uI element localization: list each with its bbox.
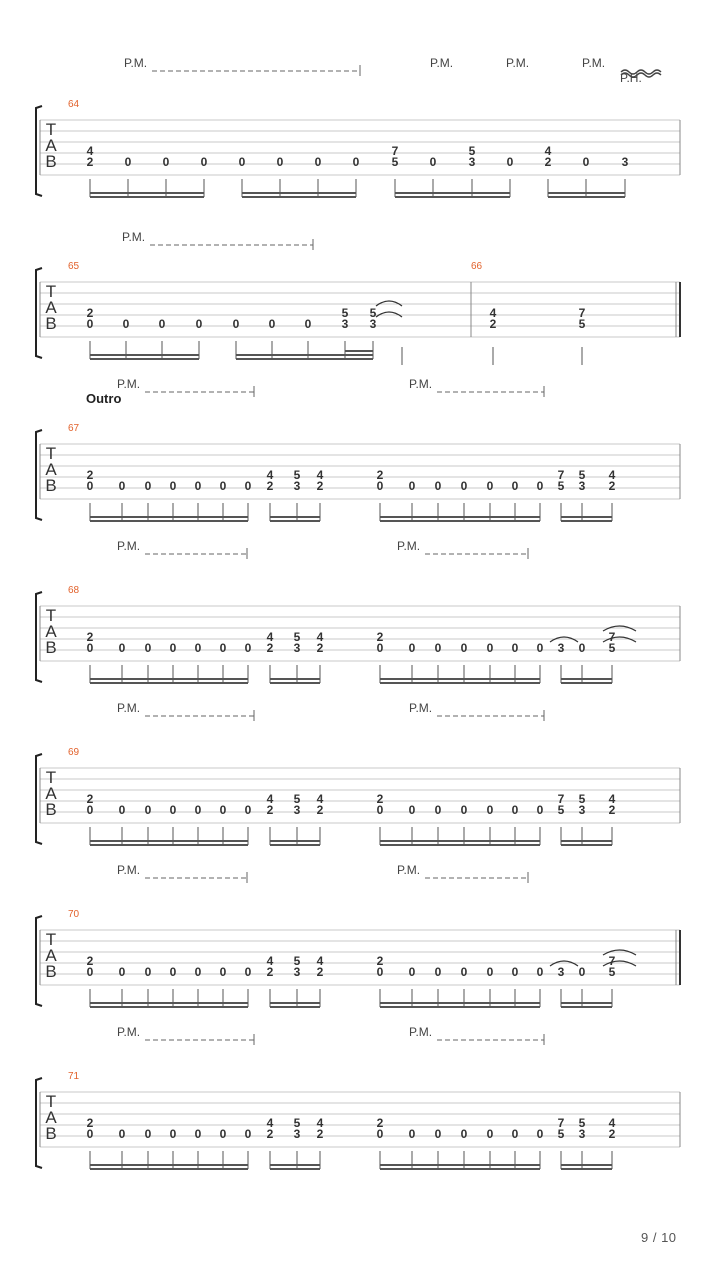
fret-number: 5 bbox=[468, 144, 476, 158]
fret-number: 0 bbox=[118, 965, 126, 979]
fret-number: 0 bbox=[144, 965, 152, 979]
fret-number: 0 bbox=[536, 641, 544, 655]
fret-number: 0 bbox=[434, 479, 442, 493]
fret-number: 5 bbox=[608, 641, 616, 655]
fret-number: 0 bbox=[86, 965, 94, 979]
tab-letter-a: A bbox=[45, 136, 57, 155]
fret-number: 3 bbox=[369, 317, 377, 331]
palm-mute-label: P.M. bbox=[397, 863, 421, 877]
fret-number: 5 bbox=[369, 306, 377, 320]
fret-number: 0 bbox=[195, 317, 203, 331]
fret-number: 2 bbox=[316, 965, 324, 979]
fret-number: 0 bbox=[200, 155, 208, 169]
system-68 bbox=[36, 592, 680, 682]
fret-number: 0 bbox=[486, 479, 494, 493]
fret-number: 4 bbox=[316, 1116, 324, 1130]
tab-letter-a: A bbox=[45, 460, 57, 479]
fret-number: 4 bbox=[266, 792, 274, 806]
palm-mute-label: P.M. bbox=[430, 56, 454, 70]
fret-number: 0 bbox=[162, 155, 170, 169]
fret-number: 2 bbox=[86, 630, 94, 644]
fret-number: 4 bbox=[544, 144, 552, 158]
measure-number: 66 bbox=[471, 261, 483, 272]
fret-number: 0 bbox=[86, 1127, 94, 1141]
fret-number: 0 bbox=[434, 1127, 442, 1141]
palm-mute-label: P.M. bbox=[397, 539, 421, 553]
fret-number: 3 bbox=[293, 1127, 301, 1141]
fret-number: 5 bbox=[578, 1116, 586, 1130]
fret-number: 2 bbox=[266, 641, 274, 655]
fret-number: 5 bbox=[557, 803, 565, 817]
fret-number: 2 bbox=[376, 630, 384, 644]
fret-number: 2 bbox=[316, 803, 324, 817]
fret-number: 0 bbox=[244, 803, 252, 817]
fret-number: 5 bbox=[578, 792, 586, 806]
fret-number: 4 bbox=[608, 1116, 616, 1130]
fret-number: 7 bbox=[557, 1116, 565, 1130]
tab-letter-b: B bbox=[45, 800, 57, 819]
fret-number: 0 bbox=[144, 641, 152, 655]
fret-number: 4 bbox=[316, 954, 324, 968]
fret-number: 2 bbox=[86, 306, 94, 320]
fret-number: 0 bbox=[144, 479, 152, 493]
fret-number: 0 bbox=[219, 803, 227, 817]
measure-number: 69 bbox=[68, 747, 80, 758]
fret-number: 0 bbox=[194, 965, 202, 979]
fret-number: 7 bbox=[578, 306, 586, 320]
fret-number: 0 bbox=[511, 965, 519, 979]
palm-mute-label: P.M. bbox=[582, 56, 606, 70]
fret-number: 7 bbox=[608, 954, 616, 968]
tab-letter-b: B bbox=[45, 638, 57, 657]
fret-number: 0 bbox=[486, 1127, 494, 1141]
tab-letter-a: A bbox=[45, 622, 57, 641]
fret-number: 5 bbox=[341, 306, 349, 320]
system-70 bbox=[36, 916, 680, 1006]
fret-number: 5 bbox=[293, 468, 301, 482]
fret-number: 3 bbox=[293, 641, 301, 655]
tab-letter-b: B bbox=[45, 314, 57, 333]
fret-number: 5 bbox=[391, 155, 399, 169]
fret-number: 4 bbox=[608, 468, 616, 482]
tab-letter-a: A bbox=[45, 1108, 57, 1127]
fret-number: 0 bbox=[536, 1127, 544, 1141]
fret-number: 2 bbox=[608, 1127, 616, 1141]
fret-number: 3 bbox=[293, 803, 301, 817]
fret-number: 0 bbox=[536, 803, 544, 817]
fret-number: 0 bbox=[376, 1127, 384, 1141]
measure-number: 65 bbox=[68, 261, 80, 272]
fret-number: 0 bbox=[194, 641, 202, 655]
fret-number: 2 bbox=[376, 792, 384, 806]
pinch-harmonic-label: P.H. bbox=[620, 71, 642, 85]
fret-number: 0 bbox=[511, 641, 519, 655]
fret-number: 0 bbox=[486, 641, 494, 655]
fret-number: 0 bbox=[408, 803, 416, 817]
fret-number: 2 bbox=[376, 468, 384, 482]
measure-number: 71 bbox=[68, 1071, 80, 1082]
fret-number: 0 bbox=[169, 479, 177, 493]
fret-number: 0 bbox=[169, 1127, 177, 1141]
fret-number: 0 bbox=[434, 965, 442, 979]
fret-number: 0 bbox=[408, 1127, 416, 1141]
fret-number: 0 bbox=[244, 965, 252, 979]
tab-letter-b: B bbox=[45, 152, 57, 171]
palm-mute-label: P.M. bbox=[409, 377, 433, 391]
fret-number: 0 bbox=[304, 317, 312, 331]
fret-number: 0 bbox=[238, 155, 246, 169]
fret-number: 0 bbox=[219, 965, 227, 979]
fret-number: 0 bbox=[314, 155, 322, 169]
fret-number: 0 bbox=[460, 641, 468, 655]
fret-number: 0 bbox=[352, 155, 360, 169]
fret-number: 0 bbox=[118, 1127, 126, 1141]
fret-number: 0 bbox=[486, 965, 494, 979]
fret-number: 5 bbox=[578, 468, 586, 482]
fret-number: 2 bbox=[316, 479, 324, 493]
fret-number: 4 bbox=[608, 792, 616, 806]
fret-number: 4 bbox=[266, 630, 274, 644]
fret-number: 0 bbox=[244, 479, 252, 493]
fret-number: 5 bbox=[293, 1116, 301, 1130]
tab-letter-t: T bbox=[45, 120, 57, 139]
fret-number: 0 bbox=[124, 155, 132, 169]
fret-number: 3 bbox=[578, 1127, 586, 1141]
section-label-outro: Outro bbox=[86, 391, 122, 406]
tab-letter-b: B bbox=[45, 476, 57, 495]
fret-number: 0 bbox=[460, 965, 468, 979]
fret-number: 4 bbox=[316, 468, 324, 482]
fret-number: 0 bbox=[158, 317, 166, 331]
palm-mute-label: P.M. bbox=[409, 1025, 433, 1039]
palm-mute-label: P.M. bbox=[124, 56, 148, 70]
fret-number: 0 bbox=[578, 965, 586, 979]
fret-number: 2 bbox=[608, 803, 616, 817]
fret-number: 2 bbox=[544, 155, 552, 169]
fret-number: 2 bbox=[608, 479, 616, 493]
fret-number: 0 bbox=[244, 641, 252, 655]
measure-number: 68 bbox=[68, 585, 80, 596]
tab-letter-a: A bbox=[45, 784, 57, 803]
fret-number: 0 bbox=[219, 1127, 227, 1141]
page-number: 9 / 10 bbox=[641, 1230, 677, 1245]
fret-number: 0 bbox=[582, 155, 590, 169]
measure-number: 70 bbox=[68, 909, 80, 920]
fret-number: 0 bbox=[408, 479, 416, 493]
fret-number: 0 bbox=[536, 479, 544, 493]
palm-mute-label: P.M. bbox=[117, 539, 141, 553]
fret-number: 0 bbox=[219, 479, 227, 493]
fret-number: 5 bbox=[293, 630, 301, 644]
fret-number: 2 bbox=[489, 317, 497, 331]
fret-number: 0 bbox=[506, 155, 514, 169]
fret-number: 0 bbox=[511, 479, 519, 493]
tab-letter-a: A bbox=[45, 298, 57, 317]
fret-number: 0 bbox=[276, 155, 284, 169]
fret-number: 2 bbox=[316, 641, 324, 655]
fret-number: 4 bbox=[86, 144, 94, 158]
tab-letter-t: T bbox=[45, 768, 57, 787]
fret-number: 0 bbox=[434, 641, 442, 655]
fret-number: 0 bbox=[244, 1127, 252, 1141]
fret-number: 2 bbox=[86, 155, 94, 169]
fret-number: 0 bbox=[86, 479, 94, 493]
fret-number: 2 bbox=[266, 803, 274, 817]
fret-number: 7 bbox=[608, 630, 616, 644]
fret-number: 3 bbox=[621, 155, 629, 169]
palm-mute-label: P.M. bbox=[506, 56, 530, 70]
fret-number: 5 bbox=[557, 1127, 565, 1141]
fret-number: 0 bbox=[86, 317, 94, 331]
fret-number: 5 bbox=[293, 954, 301, 968]
fret-number: 0 bbox=[408, 965, 416, 979]
tab-letter-t: T bbox=[45, 930, 57, 949]
measure-number: 67 bbox=[68, 423, 80, 434]
fret-number: 0 bbox=[376, 479, 384, 493]
fret-number: 0 bbox=[118, 641, 126, 655]
fret-number: 5 bbox=[578, 317, 586, 331]
palm-mute-label: P.M. bbox=[117, 701, 141, 715]
fret-number: 0 bbox=[486, 803, 494, 817]
fret-number: 4 bbox=[266, 954, 274, 968]
fret-number: 0 bbox=[169, 803, 177, 817]
tab-letter-t: T bbox=[45, 444, 57, 463]
fret-number: 2 bbox=[86, 792, 94, 806]
fret-number: 0 bbox=[232, 317, 240, 331]
fret-number: 3 bbox=[578, 479, 586, 493]
fret-number: 0 bbox=[169, 965, 177, 979]
tab-letter-b: B bbox=[45, 1124, 57, 1143]
tab-letter-t: T bbox=[45, 282, 57, 301]
fret-number: 0 bbox=[376, 965, 384, 979]
fret-number: 0 bbox=[511, 1127, 519, 1141]
fret-number: 2 bbox=[266, 479, 274, 493]
fret-number: 5 bbox=[293, 792, 301, 806]
tab-letter-b: B bbox=[45, 962, 57, 981]
fret-number: 0 bbox=[429, 155, 437, 169]
fret-number: 4 bbox=[266, 468, 274, 482]
fret-number: 0 bbox=[376, 803, 384, 817]
fret-number: 0 bbox=[408, 641, 416, 655]
fret-number: 3 bbox=[293, 479, 301, 493]
tab-letter-t: T bbox=[45, 606, 57, 625]
fret-number: 0 bbox=[118, 803, 126, 817]
tab-letter-a: A bbox=[45, 946, 57, 965]
fret-number: 2 bbox=[86, 468, 94, 482]
fret-number: 4 bbox=[316, 630, 324, 644]
fret-number: 4 bbox=[266, 1116, 274, 1130]
fret-number: 3 bbox=[557, 641, 565, 655]
fret-number: 3 bbox=[293, 965, 301, 979]
system-64 bbox=[36, 106, 680, 196]
palm-mute-label: P.M. bbox=[122, 230, 146, 244]
fret-number: 0 bbox=[536, 965, 544, 979]
fret-number: 3 bbox=[341, 317, 349, 331]
fret-number: 0 bbox=[194, 1127, 202, 1141]
fret-number: 0 bbox=[118, 479, 126, 493]
fret-number: 0 bbox=[578, 641, 586, 655]
fret-number: 2 bbox=[266, 965, 274, 979]
fret-number: 0 bbox=[460, 1127, 468, 1141]
fret-number: 0 bbox=[122, 317, 130, 331]
fret-number: 0 bbox=[194, 479, 202, 493]
fret-number: 7 bbox=[557, 468, 565, 482]
fret-number: 5 bbox=[608, 965, 616, 979]
palm-mute-label: P.M. bbox=[117, 863, 141, 877]
fret-number: 0 bbox=[86, 803, 94, 817]
fret-number: 2 bbox=[376, 1116, 384, 1130]
palm-mute-label: P.M. bbox=[117, 1025, 141, 1039]
fret-number: 2 bbox=[266, 1127, 274, 1141]
fret-number: 0 bbox=[268, 317, 276, 331]
fret-number: 2 bbox=[316, 1127, 324, 1141]
fret-number: 0 bbox=[86, 641, 94, 655]
fret-number: 4 bbox=[489, 306, 497, 320]
palm-mute-label: P.M. bbox=[409, 701, 433, 715]
fret-number: 4 bbox=[316, 792, 324, 806]
fret-number: 2 bbox=[86, 1116, 94, 1130]
fret-number: 0 bbox=[144, 803, 152, 817]
fret-number: 0 bbox=[460, 803, 468, 817]
palm-mute-label: P.M. bbox=[117, 377, 141, 391]
fret-number: 0 bbox=[434, 803, 442, 817]
tab-letter-t: T bbox=[45, 1092, 57, 1111]
fret-number: 3 bbox=[557, 965, 565, 979]
fret-number: 0 bbox=[511, 803, 519, 817]
fret-number: 7 bbox=[391, 144, 399, 158]
fret-number: 0 bbox=[219, 641, 227, 655]
fret-number: 3 bbox=[468, 155, 476, 169]
fret-number: 0 bbox=[169, 641, 177, 655]
fret-number: 0 bbox=[144, 1127, 152, 1141]
fret-number: 0 bbox=[194, 803, 202, 817]
fret-number: 3 bbox=[578, 803, 586, 817]
fret-number: 0 bbox=[376, 641, 384, 655]
fret-number: 5 bbox=[557, 479, 565, 493]
fret-number: 2 bbox=[376, 954, 384, 968]
measure-number: 64 bbox=[68, 99, 80, 110]
fret-number: 0 bbox=[460, 479, 468, 493]
fret-number: 7 bbox=[557, 792, 565, 806]
fret-number: 2 bbox=[86, 954, 94, 968]
